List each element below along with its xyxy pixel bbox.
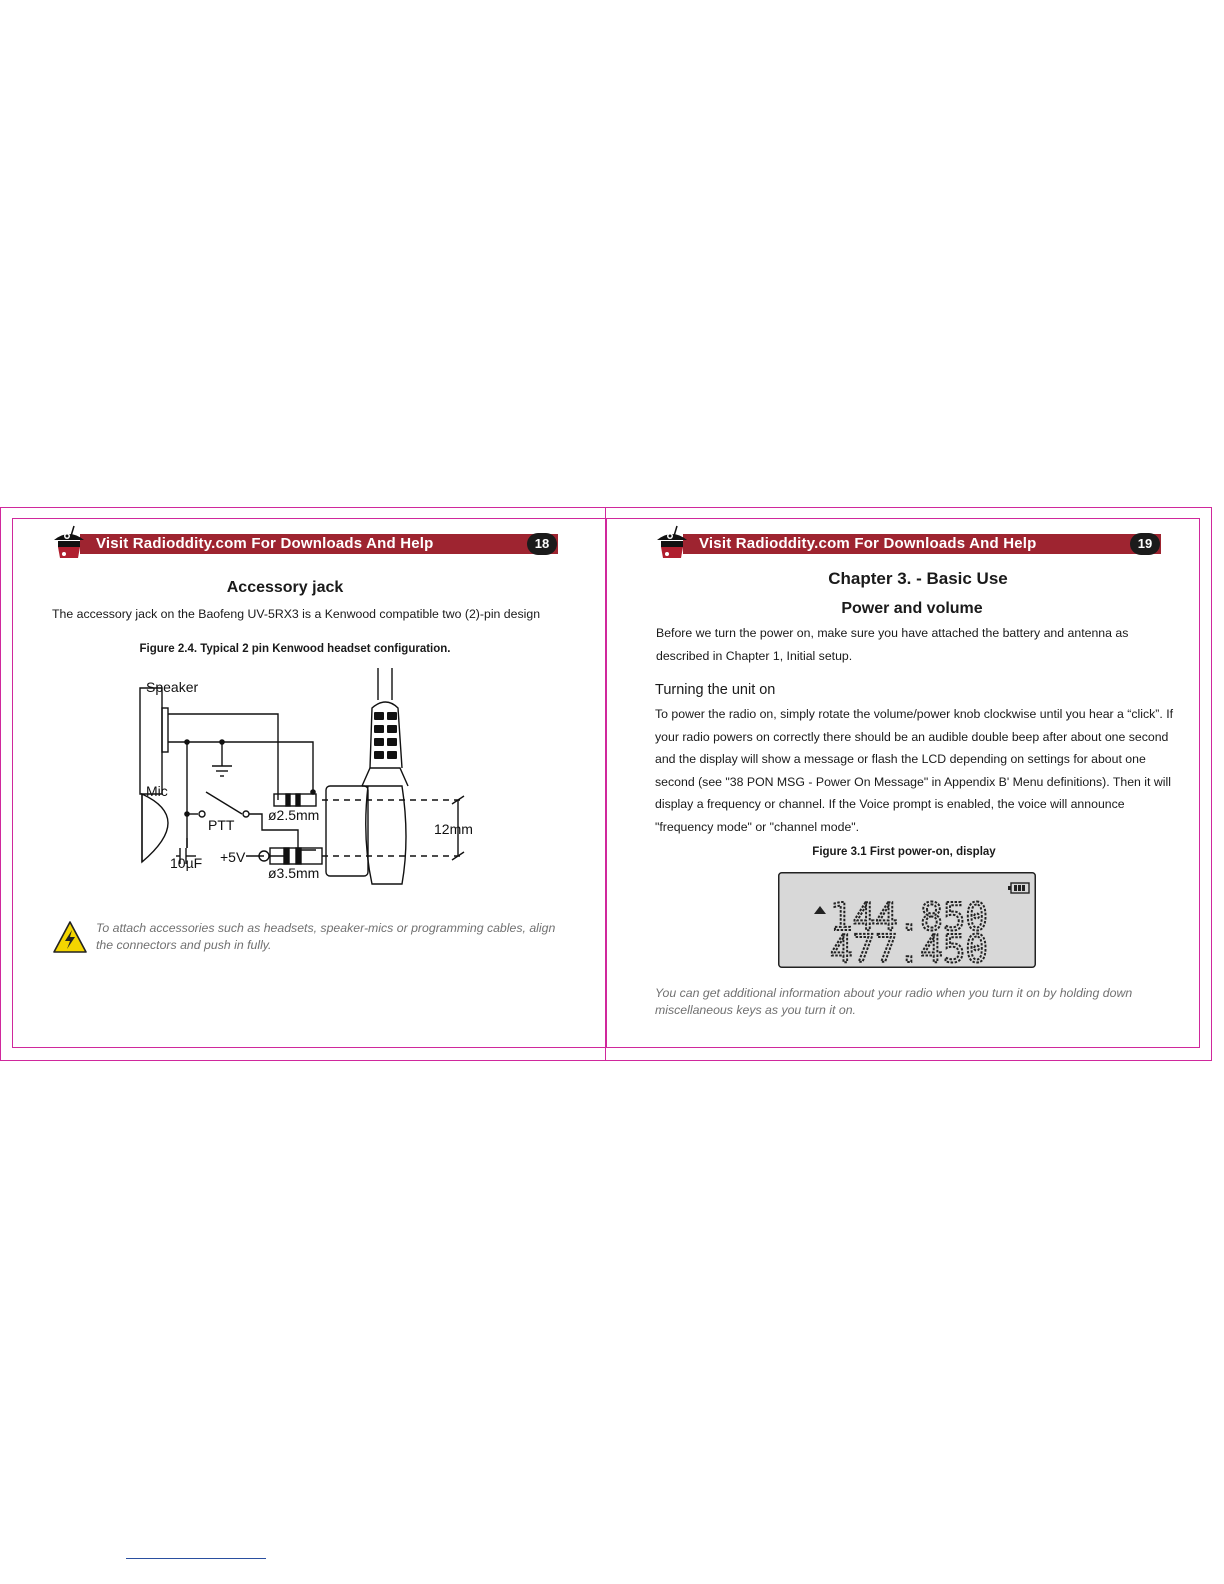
header-banner-left: Visit Radioddity.com For Downloads And Help (80, 534, 558, 554)
speaker-symbol (140, 688, 162, 794)
accessory-jack-title: Accessory jack (226, 579, 344, 596)
jack-2-5mm-label: ø2.5mm (268, 807, 320, 823)
warning-lightning-icon (52, 920, 88, 954)
page-number-badge-right: 19 (1130, 533, 1160, 555)
left-accessory-note: To attach accessories such as headsets, speaker-mics or programming cables, align the connectors and push in fully. (96, 921, 556, 952)
footnote-rule (126, 1558, 266, 1559)
supply-label: +5V (220, 849, 246, 865)
power-intro-text: Before we turn the power on, make sure you have attached the battery and antenna as described in Chapter 1, Initial setup. (656, 626, 1129, 663)
chapter-title: Chapter 3. - Basic Use (828, 569, 1008, 588)
section-power-volume-title: Power and volume (841, 600, 983, 617)
speaker-label: Speaker (146, 679, 199, 695)
ptt-label: PTT (208, 817, 235, 833)
right-extra-info-note: You can get additional information about your radio when you turn it on by holding down miscellaneous keys as you turn it on. (655, 986, 1133, 1017)
frequency-a: 144.850 (830, 895, 988, 939)
capacitor-label: 10µF (170, 855, 203, 871)
page-number-badge-left: 18 (527, 533, 557, 555)
figure-2-4-caption: Figure 2.4. Typical 2 pin Kenwood headset configuration. (139, 643, 451, 655)
figure-3-1-caption: Figure 3.1 First power-on, display (812, 846, 996, 858)
headset-wiring-diagram (136, 668, 476, 890)
lcd-display (778, 872, 1036, 968)
turning-unit-on-body: To power the radio on, simply rotate the volume/power knob clockwise until you hear a “click”. If your radio powers on correctly there should be an audible double beep after about one second and the display will show a message or flash the LCD depending on settings for about one second (see "38 PON MSG - Power On Message" in Appendix B' Menu definitions). Then it will display a frequency or channel. If the Voice prompt is enabled, the voice will announce "frequency mode" or "channel mode". (655, 707, 1174, 834)
jack-3-5mm-label: ø3.5mm (268, 865, 320, 881)
accessory-jack-intro: The accessory jack on the Baofeng UV-5RX3 is a Kenwood compatible two (2)-pin design (52, 607, 541, 621)
turning-unit-on-heading: Turning the unit on (655, 682, 776, 698)
mic-symbol (142, 794, 168, 862)
radioddity-logo-icon (655, 524, 689, 560)
header-banner-right: Visit Radioddity.com For Downloads And Help (683, 534, 1161, 554)
mic-label: Mic (146, 783, 168, 799)
radioddity-logo-icon (52, 524, 86, 560)
spacing-label: 12mm (434, 821, 473, 837)
frequency-b: 477.450 (830, 927, 988, 968)
